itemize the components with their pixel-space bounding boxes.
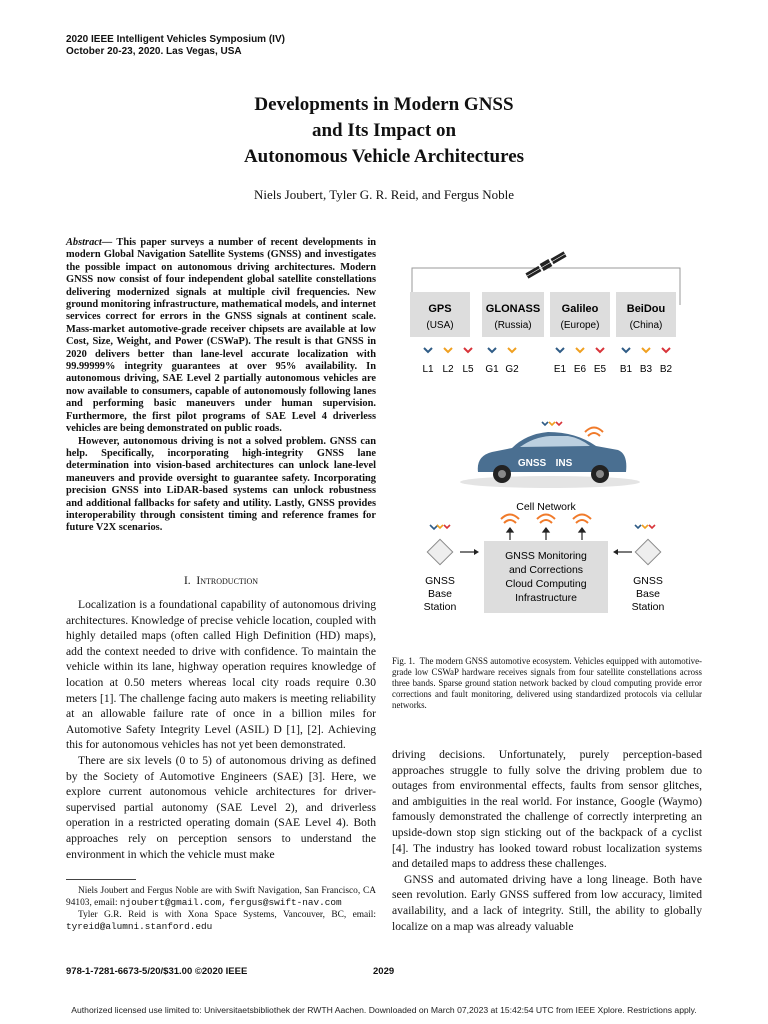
right-paragraph-1: driving decisions. Unfortunately, purely perception-based approaches struggle to fully solve the driving problem due to outages from environmental effects, faults from sensor glitches, and ambiguities in the real world. For instance, Google (Waymo) famously demonstrated the challenge of correctly interpreting an upside-down stop sign sticking out of the backpack of a cyclist [4]. The industry has looked toward robust localization systems and detailed maps to address these challenges. bbox=[392, 748, 702, 871]
cell-network-label: Cell Network bbox=[516, 501, 576, 513]
band-l1: L1 bbox=[422, 364, 434, 375]
figure-caption bbox=[392, 656, 702, 711]
satellite-icon bbox=[525, 251, 567, 280]
band-l2: L2 bbox=[442, 364, 454, 375]
paper-title bbox=[0, 92, 768, 170]
section-title: Introduction bbox=[196, 575, 259, 587]
base-station-left bbox=[424, 525, 457, 613]
section-heading bbox=[66, 575, 376, 587]
caption-label: Fig. 1. bbox=[392, 656, 416, 666]
band-g2: G2 bbox=[505, 364, 519, 375]
band-e1: E1 bbox=[553, 364, 567, 375]
galileo-region: (Europe) bbox=[560, 320, 600, 331]
abstract-p2: However, autonomous driving is not a solved problem. GNSS can help. Specifically, incorporating high-integrity GNSS lane determination into vision-based architectures can unlock lane-level maneuvers and provide oversight to guarantee safety. Incorporating precision GNSS into LiDAR-based systems can unlock robustness and additional fallbacks for safety and utility. Lastly, GNSS provides interoperability through consistent timing and reference frames for future V2X scenarios. bbox=[66, 435, 376, 534]
title-line-3: Autonomous Vehicle Architectures bbox=[243, 146, 525, 167]
gps-label: GPS bbox=[428, 303, 452, 315]
abstract-label: Abstract bbox=[66, 237, 102, 248]
infra-line-2: and Corrections bbox=[508, 564, 584, 576]
band-markers bbox=[422, 348, 672, 375]
footnote-1-text: Niels Joubert and Fergus Noble are with Swift Navigation, San Francisco, CA 94103, email: bbox=[66, 886, 376, 909]
car-ins-label: INS bbox=[555, 458, 573, 469]
license-note: Authorized licensed use limited to: Universitaetsbibliothek der RWTH Aachen. Downloaded on March 07,2023 at 15:42:54 UTC from IEEE Xplore. Restrictions apply. bbox=[71, 1005, 697, 1015]
band-e5: E5 bbox=[593, 364, 607, 375]
title-line-2: and Its Impact on bbox=[311, 120, 457, 141]
left-station-line-3: Station bbox=[423, 601, 457, 613]
email-link-tyreid[interactable]: tyreid@alumni.stanford.edu bbox=[66, 921, 213, 933]
intro-paragraph-2: There are six levels (0 to 5) of autonomous driving as defined by the Society of Automotive Engineers (SAE) [3]. Here, we explore current autonomous vehicle architectures for driver-supervised partial autonomy (SAE Level 2), and driverless operation in a restricted operating domain (SAE Level 4). Both approaches rely on perception sensors to understand the environment in which the vehicle must make bbox=[66, 753, 376, 861]
section-number: I. bbox=[183, 575, 191, 587]
arrow-right-icon bbox=[460, 549, 479, 555]
constellation-box-beidou bbox=[616, 292, 676, 337]
right-station-line-3: Station bbox=[631, 601, 665, 613]
car-signal-icon bbox=[542, 422, 562, 425]
car-icon bbox=[460, 432, 640, 488]
infra-line-1: GNSS Monitoring bbox=[505, 550, 587, 562]
base-station-right bbox=[632, 525, 665, 613]
right-paragraph-2: GNSS and automated driving have a long lineage. Both have seen revolution. Early GNSS suffered from low accuracy, limited availability, and a lack of integrity. Still, the ability to globally localize on a map was already valuable bbox=[392, 872, 702, 933]
footnote-2-text: Tyler G.R. Reid is with Xona Space Systems, Vancouver, BC, email: bbox=[78, 909, 376, 920]
right-station-line-1: GNSS bbox=[633, 575, 663, 587]
left-station-line-1: GNSS bbox=[425, 575, 455, 587]
intro-paragraph-1: Localization is a foundational capability of autonomous driving architectures. Knowledge of precise vehicle location, coupled with highly detailed maps (often called High Definition (HD) maps), add the context needed to drive with confidence. To maintain the vehicle within its lane, highway operation requires knowledge of location at 0.50 meters whereas local city roads require 0.30 meters [1]. The challenge facing auto makers is meeting reliability at an allowable failure rate of once in a billion miles for Automotive Safety Integrity Level (ASIL) D [1], [2]. Achieving this for autonomous vehicles has not yet been demonstrated. bbox=[66, 598, 376, 752]
cell-wifi-icons bbox=[501, 515, 591, 524]
gnss-ecosystem-figure bbox=[400, 250, 700, 630]
abstract bbox=[66, 237, 376, 535]
footnotes bbox=[66, 886, 376, 934]
footnote-rule bbox=[66, 879, 136, 880]
glonass-region: (Russia) bbox=[494, 320, 532, 331]
conference-header bbox=[66, 34, 285, 58]
beidou-region: (China) bbox=[629, 320, 663, 331]
email-link-fergus[interactable]: fergus@swift-nav.com bbox=[229, 897, 342, 909]
infra-line-3: Cloud Computing bbox=[505, 578, 587, 590]
constellation-box-galileo bbox=[550, 292, 610, 337]
left-station-line-2: Base bbox=[428, 588, 452, 600]
isbn-footer: 978-1-7281-6673-5/20/$31.00 ©2020 IEEE bbox=[66, 966, 248, 977]
band-b1: B1 bbox=[619, 364, 633, 375]
author-list: Niels Joubert, Tyler G. R. Reid, and Fergus Noble bbox=[253, 187, 515, 202]
band-e6: E6 bbox=[573, 364, 587, 375]
gps-region: (USA) bbox=[426, 320, 454, 331]
up-arrows bbox=[507, 528, 585, 540]
beidou-label: BeiDou bbox=[626, 303, 666, 315]
arrow-left-icon bbox=[613, 549, 632, 555]
title-line-1: Developments in Modern GNSS bbox=[254, 94, 514, 115]
caption-text: The modern GNSS automotive ecosystem. Vehicles equipped with automotive-grade low CSWaP hardware receives signals from four satellite constellations across three bands. Sparse ground station network backed by cloud computing provide error corrections and fault monitoring, delivered using standardized protocols via cellular networks. bbox=[392, 656, 702, 710]
band-b3: B3 bbox=[639, 364, 653, 375]
glonass-label: GLONASS bbox=[485, 303, 541, 315]
band-g1: G1 bbox=[485, 364, 499, 375]
car-wifi-icon bbox=[585, 428, 603, 437]
abstract-p1: This paper surveys a number of recent developments in modern Global Navigation Satellite Systems (GNSS) and investigates the possible impact on autonomous driving architectures. Modern GNSS now consist of four independent global satellite constellations delivering modernized signals at multiple civil frequencies. New ground monitoring infrastructure, mathematical models, and internet services correct for errors in the GNSS signals at continent scale. Mass-market automotive-grade receiver chipsets are available at low Cost, Size, Weight, and Power (CSWaP). The result is that GNSS in 2020 delivers better than lane-level accurate localization with 99.99999% integrity guarantees at over 95% availability. In autonomous driving, SAE Level 2 partially autonomous vehicles are now available to consumers, capable of autonomously following lanes and performing basic maneuvers under human supervision. Furthermore, the first pilot programs of SAE Level 4 driverless vehicles are being demonstrated on public roads. bbox=[66, 237, 376, 435]
band-b2: B2 bbox=[659, 364, 673, 375]
right-column-text bbox=[392, 747, 702, 934]
footnote-1 bbox=[66, 886, 376, 910]
abstract-dash: — bbox=[101, 237, 113, 248]
email-link-njoubert[interactable]: njoubert@gmail.com, bbox=[119, 897, 227, 909]
conference-name: 2020 IEEE Intelligent Vehicles Symposium (IV) bbox=[66, 34, 285, 45]
infra-line-4: Infrastructure bbox=[515, 592, 577, 604]
right-station-line-2: Base bbox=[636, 588, 660, 600]
constellation-box-gps bbox=[410, 292, 470, 337]
page-number: 2029 bbox=[373, 966, 395, 977]
constellation-box-glonass bbox=[482, 292, 544, 337]
introduction-text bbox=[66, 597, 376, 862]
infrastructure-box bbox=[484, 541, 608, 613]
footnote-2 bbox=[66, 910, 376, 934]
car-gnss-label: GNSS bbox=[517, 458, 547, 469]
band-l5: L5 bbox=[462, 364, 474, 375]
conference-date: October 20-23, 2020. Las Vegas, USA bbox=[66, 46, 242, 57]
galileo-label: Galileo bbox=[561, 303, 599, 315]
